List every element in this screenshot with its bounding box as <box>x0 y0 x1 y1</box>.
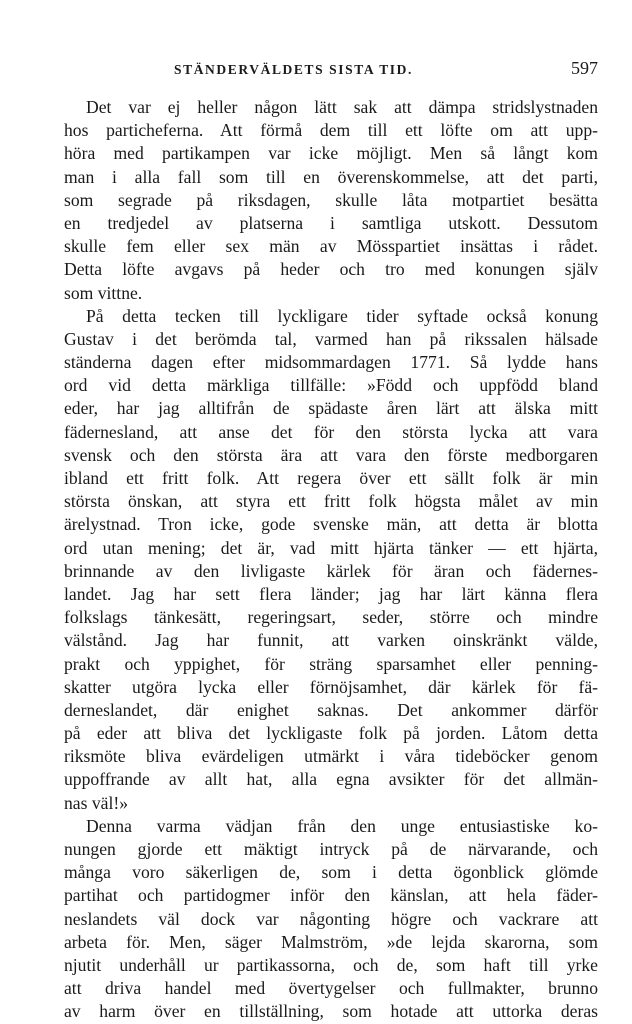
text-line: Gustav i det berömda tal, varmed han på rikssalen hälsade <box>64 328 598 349</box>
text-line: många voro säkerligen de, som i detta ögonblick glömde <box>64 862 598 883</box>
text-line: brinnande av den livligaste kärlek för äran och fädernes- <box>64 560 598 581</box>
running-title: STÄNDERVÄLDETS SISTA TID. <box>174 62 413 77</box>
page-number: 597 <box>571 58 598 78</box>
text-line: skatter utgöra lycka eller förnöjsamhet, där kärlek för fä- <box>64 676 598 697</box>
text-line: Detta löfte avgavs på heder och tro med konungen själv <box>64 259 598 280</box>
text-line: ibland ett fritt folk. Att regera över ett sällt folk är min <box>64 468 598 488</box>
text-line: uppoffrande av allt hat, alla egna avsikter för det allmän- <box>64 769 598 790</box>
text-line: folkslags tänkesätt, regeringsart, seder, större och mindre <box>64 607 598 628</box>
text-line: av harm över en tillställning, som hotade att uttorka deras <box>64 1001 598 1022</box>
text-line: största önskan, att styra ett fritt folk högsta målet av min <box>64 491 598 512</box>
text-line: man i alla fall som till en överenskommelse, att det parti, <box>64 166 598 187</box>
text-line: eder, har jag alltifrån de spädaste åren lärt att älska mitt <box>64 398 598 419</box>
text-line: landet. Jag har sett flera länder; jag har lärt känna flera <box>64 583 598 604</box>
text-line: prakt och yppighet, för sträng sparsamhet eller penning- <box>64 653 598 674</box>
text-line: svensk och den största ära att vara den förste medborgaren <box>64 444 598 465</box>
text-line: som vittne. <box>64 282 143 303</box>
text-line: som segrade på riksdagen, skulle låta motpartiet besätta <box>64 189 598 210</box>
text-line: att driva handel med övertygelser och fullmakter, brunno <box>64 978 598 999</box>
text-line: nas väl!» <box>64 792 129 813</box>
text-line: partihat och partidogmer inför den känslan, att hela fäder- <box>64 885 598 906</box>
text-line: Denna varma vädjan från den unge entusiastiske ko- <box>86 815 598 836</box>
text-line: höra med partikampen var icke möjligt. Men så långt kom <box>64 143 598 164</box>
running-header <box>64 60 598 84</box>
text-line: skulle fem eller sex män av Mösspartiet insättas i rådet. <box>64 236 598 257</box>
text-line: hos particheferna. Att förmå dem till ett löfte om att upp- <box>64 120 598 141</box>
text-line: ord utan mening; det är, vad mitt hjärta tänker — ett hjärta, <box>64 537 598 558</box>
text-line: på eder att bliva det lyckligaste folk på jorden. Låtom detta <box>64 723 598 744</box>
text-line: På detta tecken till lyckligare tider syftade också konung <box>86 305 598 326</box>
text-line: ständerna dagen efter midsommardagen 1771. Så lydde hans <box>64 352 598 373</box>
text-line: välstånd. Jag har funnit, att varken oinskränkt välde, <box>64 630 598 651</box>
text-line: en tredjedel av platserna i samtliga utskott. Dessutom <box>64 212 598 233</box>
text-line: derneslandet, där enighet saknas. Det ankommer därför <box>64 699 598 720</box>
body-text <box>64 96 598 1024</box>
text-line: nungen gjorde ett mäktigt intryck på de närvarande, och <box>64 839 598 859</box>
text-line: riksmöte bliva evärdeligen utmärkt i våra tideböcker genom <box>64 746 598 767</box>
text-line: neslandets väl dock var någonting högre och vackrare att <box>64 908 598 929</box>
text-line: njutit underhåll ur partikassorna, och de, som haft till yrke <box>64 954 598 975</box>
text-line: ord vid detta märkliga tillfälle: »Född och uppfödd bland <box>64 375 598 396</box>
text-line: Det var ej heller någon lätt sak att dämpa stridslystnaden <box>86 97 598 117</box>
text-line: arbeta för. Men, säger Malmström, »de lejda skarorna, som <box>64 931 598 952</box>
text-line: fädernesland, att anse det för den största lycka att vara <box>64 421 598 442</box>
text-line: ärelystnad. Tron icke, gode svenske män, att detta är blotta <box>64 514 598 535</box>
